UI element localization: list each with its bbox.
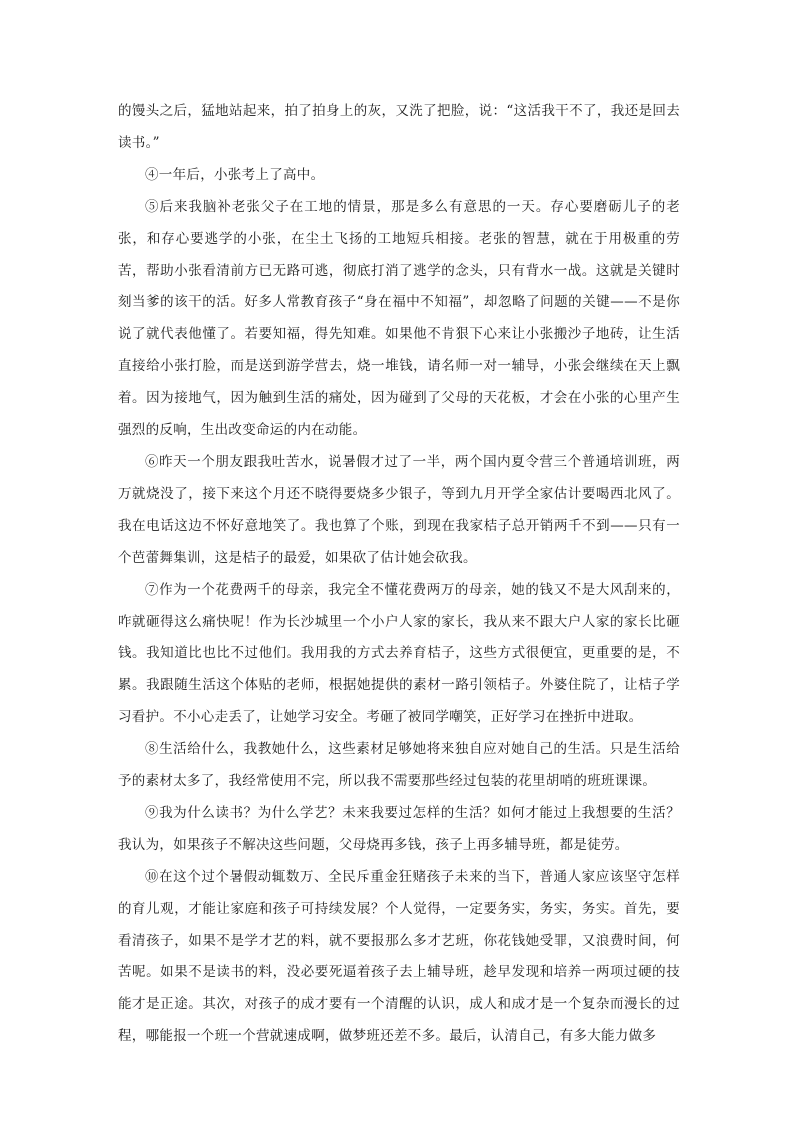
paragraph-7: ⑦作为一个花费两千的母亲，我完全不懂花费两万的母亲，她的钱又不是大风刮来的，咋就砸得这么痛快呢！作为长沙城里一个小户人家的家长，我从来不跟大户人家的家长比砸钱。我知道比也比不过他们。我用我的方式去养育桔子，这些方式很便宜，更重要的是，不累。我跟随生活这个体贴的老师，根据她提供的素材一路引领桔子。外婆住院了，让桔子学习看护。不小心走丢了，让她学习安全。考砸了被同学嘲笑，正好学习在挫折中进取。: [118, 581, 680, 726]
paragraph-8: ⑧生活给什么，我教她什么，这些素材足够她将来独自应对她自己的生活。只是生活给予的素材太多了，我经常使用不完，所以我不需要那些经过包装的花里胡哨的班班课课。: [118, 741, 680, 790]
document-body: [118, 96, 680, 1053]
paragraph-9: ⑨我为什么读书？为什么学艺？未来我要过怎样的生活？如何才能过上我想要的生活？我认为，如果孩子不解决这些问题，父母烧再多钱，孩子上再多辅导班，都是徒劳。: [118, 804, 680, 853]
paragraph-10: ⑩在这个过个暑假动辄数万、全民斥重金狂赌孩子未来的当下，普通人家应该坚守怎样的育儿观，才能让家庭和孩子可持续发展？个人觉得，一定要务实，务实，务实。首先，要看清孩子，如果不是学才艺的料，就不要报那么多才艺班，你花钱她受罪，又浪费时间，何苦呢。如果不是读书的料，没必要死逼着孩子去上辅导班，趁早发现和培养一两项过硬的技能才是正途。其次，对孩子的成才要有一个清醒的认识，成人和成才是一个复杂而漫长的过程，哪能报一个班一个营就速成啊，做梦班还差不多。最后，认清自己，有多大能力做多: [118, 868, 680, 1045]
paragraph-6: ⑥昨天一个朋友跟我吐苦水，说暑假才过了一半，两个国内夏令营三个普通培训班，两万就烧没了，接下来这个月还不晓得要烧多少银子，等到九月开学全家估计要喝西北风了。我在电话这边不怀好意地笑了。我也算了个账，到现在我家桔子总开销两千不到——只有一个芭蕾舞集训，这是桔子的最爱，如果砍了估计她会砍我。: [118, 453, 680, 566]
paragraph-4: ④一年后，小张考上了高中。: [145, 166, 325, 183]
paragraph-continued: 的馒头之后，猛地站起来，拍了拍身上的灰，又洗了把脸，说：“这活我干不了，我还是回去读书。”: [118, 103, 680, 151]
paragraph-5: ⑤后来我脑补老张父子在工地的情景，那是多么有意思的一天。存心要磨砺儿子的老张，和存心要逃学的小张，在尘土飞扬的工地短兵相接。老张的智慧，就在于用极重的劳苦，帮助小张看清前方已无路可逃，彻底打消了逃学的念头，只有背水一战。这就是关键时刻当爹的该干的活。好多人常教育孩子“身在福中不知福”，却忽略了问题的关键——不是你说了就代表他懂了。若要知福，得先知难。如果他不肯狠下心来让小张搬沙子地砖，让生活直接给小张打脸，而是送到游学营去，烧一堆钱，请名师一对一辅导，小张会继续在天上飘着。因为接地气，因为触到生活的痛处，因为碰到了父母的天花板，才会在小张的心里产生强烈的反响，生出改变命运的内在动能。: [118, 198, 680, 439]
